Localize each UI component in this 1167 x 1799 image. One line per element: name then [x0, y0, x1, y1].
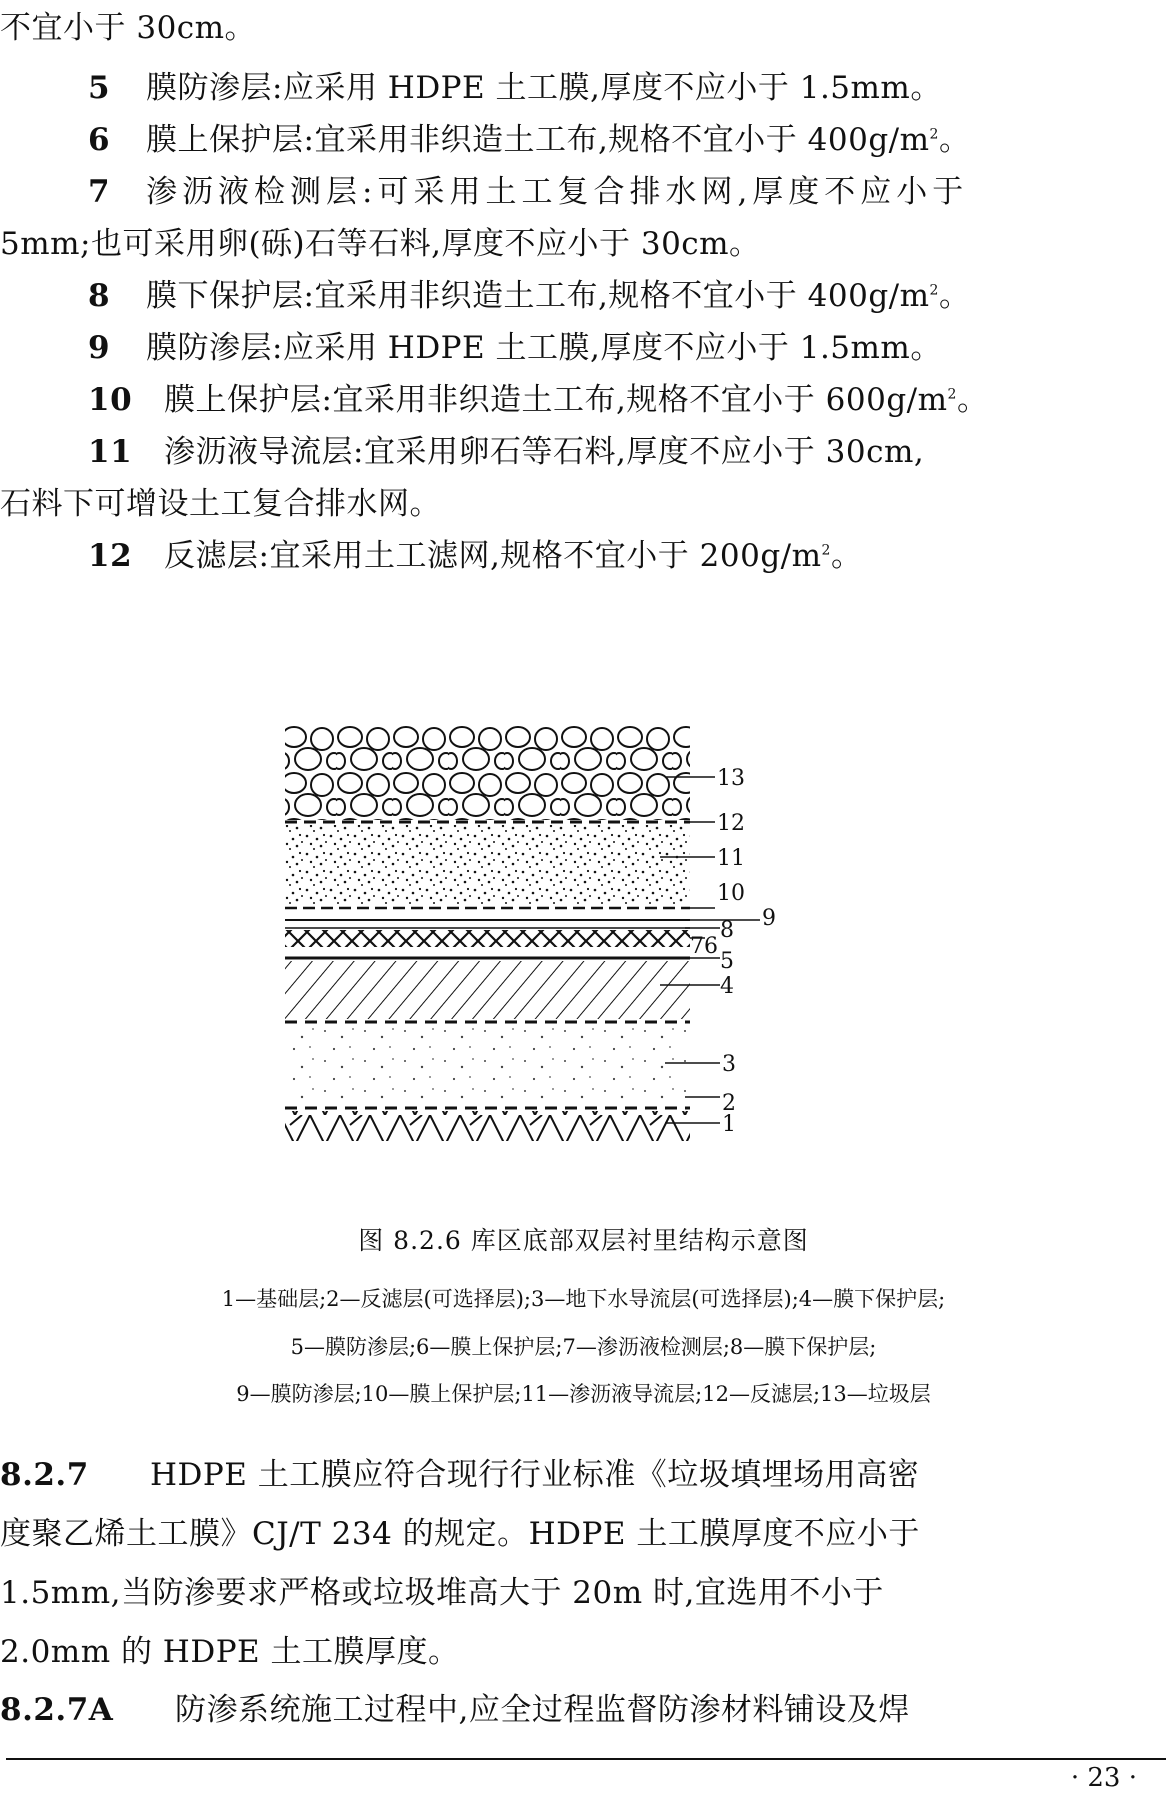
- section-8-2-7: [0, 1455, 919, 1495]
- superscript: 2: [947, 386, 957, 403]
- item-7: [88, 172, 968, 212]
- label-1: 1: [722, 1112, 736, 1137]
- item-text: 渗沥液检测层:可采用土工复合排水网,厚度不应小于: [146, 174, 969, 210]
- layer-4-protection: [285, 961, 690, 1019]
- item-tail: 。: [938, 278, 971, 314]
- item-number: 8: [88, 278, 111, 314]
- superscript: 2: [821, 542, 831, 559]
- section-8-2-7A: [0, 1690, 910, 1730]
- item-number: 7: [88, 174, 111, 210]
- figure-legend-line-1: 1—基础层;2—反滤层(可选择层);3—地下水导流层(可选择层);4—膜下保护层;: [221, 1287, 946, 1311]
- item-10: [88, 380, 988, 420]
- continuation-line: 不宜小于 30cm。: [0, 10, 257, 46]
- item-text: 膜防渗层:应采用 HDPE 土工膜,厚度不应小于 1.5mm。: [146, 330, 942, 366]
- item-tail: 。: [830, 538, 863, 574]
- label-76: 76: [690, 934, 718, 959]
- label-9: 9: [762, 906, 776, 931]
- figure-title: 图 8.2.6 库区底部双层衬里结构示意图: [358, 1226, 809, 1255]
- item-text: 渗沥液导流层:宜采用卵石等石料,厚度不应小于 30cm,: [164, 434, 925, 470]
- item-text: 膜防渗层:应采用 HDPE 土工膜,厚度不应小于 1.5mm。: [146, 70, 942, 106]
- superscript: 2: [929, 126, 939, 143]
- page-number: · 23 ·: [1070, 1763, 1137, 1793]
- item-tail: 。: [938, 122, 971, 158]
- label-11: 11: [717, 846, 745, 871]
- item-number: 9: [88, 330, 111, 366]
- item-number: 6: [88, 122, 111, 158]
- layer-1-foundation: [285, 1111, 690, 1141]
- label-10: 10: [717, 881, 745, 906]
- figure-legend-line-3: 9—膜防渗层;10—膜上保护层;11—渗沥液导流层;12—反滤层;13—垃圾层: [236, 1382, 931, 1406]
- item-text: 膜上保护层:宜采用非织造土工布,规格不宜小于 600g/m: [164, 382, 948, 418]
- label-12: 12: [717, 811, 745, 836]
- item-tail: 。: [956, 382, 989, 418]
- layer-11-drainage: [285, 825, 690, 905]
- layer-7-detection: [285, 930, 690, 947]
- item-7-continued: 5mm;也可采用卵(砾)石等石料,厚度不应小于 30cm。: [0, 226, 761, 262]
- section-text: HDPE 土工膜应符合现行行业标准《垃圾填埋场用高密: [150, 1457, 920, 1493]
- label-5: 5: [720, 949, 734, 974]
- label-4: 4: [720, 974, 734, 999]
- section-number: 8.2.7: [0, 1457, 89, 1493]
- layer-13-garbage: [285, 725, 690, 820]
- item-text: 膜下保护层:宜采用非织造土工布,规格不宜小于 400g/m: [146, 278, 930, 314]
- item-number: 12: [88, 538, 133, 574]
- label-8: 8: [720, 918, 734, 943]
- section-number: 8.2.7A: [0, 1692, 114, 1728]
- item-text: 反滤层:宜采用土工滤网,规格不宜小于 200g/m: [164, 538, 822, 574]
- label-13: 13: [717, 766, 745, 791]
- item-9: [88, 328, 942, 368]
- label-2: 2: [722, 1091, 736, 1116]
- liner-structure-diagram: [280, 725, 900, 1190]
- item-11-continued: 石料下可增设土工复合排水网。: [0, 486, 441, 522]
- item-text: 膜上保护层:宜采用非织造土工布,规格不宜小于 400g/m: [146, 122, 930, 158]
- item-6: [88, 120, 970, 160]
- item-8: [88, 276, 970, 316]
- item-11: [88, 432, 924, 472]
- item-number: 10: [88, 382, 133, 418]
- section-text: 防渗系统施工过程中,应全过程监督防渗材料铺设及焊: [175, 1692, 910, 1728]
- superscript: 2: [929, 282, 939, 299]
- section-8-2-7-line-3: 1.5mm,当防渗要求严格或垃圾堆高大于 20m 时,宜选用不小于: [0, 1575, 884, 1611]
- label-3: 3: [722, 1052, 736, 1077]
- section-8-2-7-line-2: 度聚乙烯土工膜》CJ/T 234 的规定。HDPE 土工膜厚度不应小于: [0, 1516, 920, 1552]
- item-number: 11: [88, 434, 133, 470]
- item-12: [88, 536, 862, 576]
- section-8-2-7-line-4: 2.0mm 的 HDPE 土工膜厚度。: [0, 1634, 460, 1670]
- figure-legend-line-2: 5—膜防渗层;6—膜上保护层;7—渗沥液检测层;8—膜下保护层;: [290, 1335, 877, 1359]
- item-number: 5: [88, 70, 111, 106]
- layer-3-groundwater: [290, 1025, 690, 1103]
- divider-rule: [6, 1758, 1166, 1760]
- item-5: [88, 68, 942, 108]
